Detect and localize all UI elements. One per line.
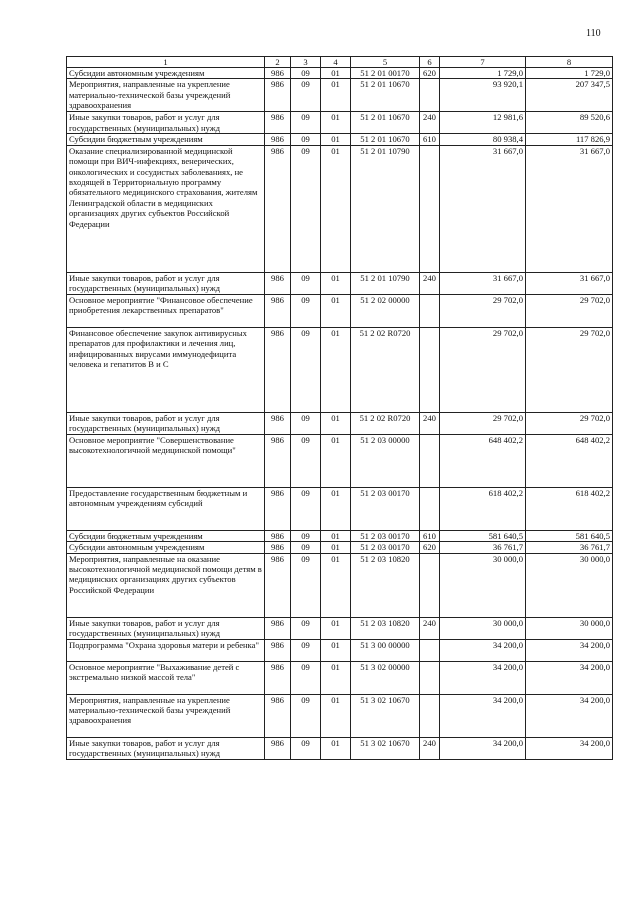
cell-c7: 12 981,6 [440, 112, 526, 134]
table-row [67, 542, 613, 553]
cell-c5: 51 2 02 00000 [351, 294, 420, 327]
cell-c5: 51 2 03 00000 [351, 434, 420, 487]
cell-c6 [420, 553, 440, 617]
row-description: Основное мероприятие "Выхаживание детей с экстремально низкой массой тела" [67, 661, 265, 694]
cell-c7: 29 702,0 [440, 327, 526, 412]
row-description: Мероприятия, направленные на укрепление материально-технической базы учреждений здравоохранения [67, 694, 265, 737]
cell-c6: 240 [420, 412, 440, 434]
cell-c8: 30 000,0 [526, 617, 613, 639]
cell-c3: 09 [291, 737, 321, 759]
row-description: Оказание специализированной медицинской помощи при ВИЧ-инфекциях, венерических, онкологических и сосудистых заболеваниях, не входящей в Территориальную программу обязательного медицинского страхования, жителям Ленинградской области в медицинских организациях других субъектов Российской Федерации [67, 145, 265, 272]
header-cell: 7 [440, 57, 526, 68]
cell-c6: 620 [420, 68, 440, 79]
table-row [67, 694, 613, 737]
cell-c5: 51 2 03 10820 [351, 617, 420, 639]
cell-c8: 34 200,0 [526, 661, 613, 694]
cell-c4: 01 [321, 272, 351, 294]
cell-c3: 09 [291, 661, 321, 694]
cell-c8: 34 200,0 [526, 694, 613, 737]
cell-c3: 09 [291, 530, 321, 541]
cell-c3: 09 [291, 79, 321, 112]
cell-c3: 09 [291, 542, 321, 553]
cell-c5: 51 2 01 10670 [351, 79, 420, 112]
cell-c2: 986 [265, 272, 291, 294]
cell-c6: 240 [420, 737, 440, 759]
cell-c7: 36 761,7 [440, 542, 526, 553]
header-cell: 8 [526, 57, 613, 68]
row-description: Субсидии бюджетным учреждениям [67, 530, 265, 541]
cell-c6 [420, 694, 440, 737]
cell-c5: 51 3 02 10670 [351, 737, 420, 759]
table-row [67, 68, 613, 79]
cell-c7: 34 200,0 [440, 639, 526, 661]
cell-c4: 01 [321, 530, 351, 541]
row-description: Иные закупки товаров, работ и услуг для государственных (муниципальных) нужд [67, 412, 265, 434]
cell-c2: 986 [265, 145, 291, 272]
table-row [67, 661, 613, 694]
cell-c7: 34 200,0 [440, 694, 526, 737]
cell-c4: 01 [321, 79, 351, 112]
cell-c7: 618 402,2 [440, 487, 526, 530]
cell-c2: 986 [265, 553, 291, 617]
cell-c7: 31 667,0 [440, 272, 526, 294]
cell-c4: 01 [321, 553, 351, 617]
table-row [67, 294, 613, 327]
table-row [67, 639, 613, 661]
cell-c3: 09 [291, 272, 321, 294]
cell-c2: 986 [265, 639, 291, 661]
row-description: Мероприятия, направленные на оказание высокотехнологичной медицинской помощи детям в медицинских организациях других субъектов Российской Федерации [67, 553, 265, 617]
cell-c8: 1 729,0 [526, 68, 613, 79]
cell-c8: 117 826,9 [526, 134, 613, 145]
cell-c7: 93 920,1 [440, 79, 526, 112]
cell-c8: 648 402,2 [526, 434, 613, 487]
cell-c4: 01 [321, 694, 351, 737]
cell-c6 [420, 327, 440, 412]
cell-c5: 51 3 00 00000 [351, 639, 420, 661]
cell-c4: 01 [321, 145, 351, 272]
cell-c5: 51 2 01 10670 [351, 134, 420, 145]
cell-c3: 09 [291, 134, 321, 145]
cell-c3: 09 [291, 294, 321, 327]
cell-c7: 29 702,0 [440, 412, 526, 434]
cell-c2: 986 [265, 530, 291, 541]
cell-c2: 986 [265, 79, 291, 112]
cell-c8: 581 640,5 [526, 530, 613, 541]
cell-c5: 51 3 02 00000 [351, 661, 420, 694]
cell-c3: 09 [291, 434, 321, 487]
table-row [67, 272, 613, 294]
cell-c5: 51 2 02 R0720 [351, 412, 420, 434]
table-row [67, 530, 613, 541]
table-row [67, 145, 613, 272]
cell-c6: 610 [420, 530, 440, 541]
cell-c3: 09 [291, 553, 321, 617]
cell-c2: 986 [265, 327, 291, 412]
cell-c7: 1 729,0 [440, 68, 526, 79]
header-cell: 3 [291, 57, 321, 68]
cell-c5: 51 2 03 10820 [351, 553, 420, 617]
cell-c4: 01 [321, 112, 351, 134]
row-description: Предоставление государственным бюджетным и автономным учреждениям субсидий [67, 487, 265, 530]
cell-c7: 648 402,2 [440, 434, 526, 487]
cell-c8: 30 000,0 [526, 553, 613, 617]
table-row [67, 327, 613, 412]
cell-c2: 986 [265, 294, 291, 327]
row-description: Иные закупки товаров, работ и услуг для государственных (муниципальных) нужд [67, 112, 265, 134]
table-row [67, 737, 613, 759]
cell-c4: 01 [321, 327, 351, 412]
cell-c8: 31 667,0 [526, 272, 613, 294]
cell-c2: 986 [265, 737, 291, 759]
cell-c3: 09 [291, 487, 321, 530]
cell-c3: 09 [291, 639, 321, 661]
header-cell: 2 [265, 57, 291, 68]
cell-c2: 986 [265, 412, 291, 434]
cell-c2: 986 [265, 112, 291, 134]
cell-c6 [420, 79, 440, 112]
header-cell: 1 [67, 57, 265, 68]
cell-c5: 51 2 03 00170 [351, 542, 420, 553]
header-cell: 4 [321, 57, 351, 68]
cell-c7: 34 200,0 [440, 661, 526, 694]
cell-c5: 51 2 01 10790 [351, 272, 420, 294]
cell-c4: 01 [321, 294, 351, 327]
cell-c3: 09 [291, 694, 321, 737]
cell-c4: 01 [321, 617, 351, 639]
cell-c5: 51 2 03 00170 [351, 530, 420, 541]
row-description: Иные закупки товаров, работ и услуг для государственных (муниципальных) нужд [67, 617, 265, 639]
row-description: Иные закупки товаров, работ и услуг для государственных (муниципальных) нужд [67, 737, 265, 759]
cell-c8: 29 702,0 [526, 327, 613, 412]
cell-c3: 09 [291, 617, 321, 639]
cell-c6: 240 [420, 112, 440, 134]
row-description: Основное мероприятие "Совершенствование высокотехнологичной медицинской помощи" [67, 434, 265, 487]
cell-c6: 240 [420, 617, 440, 639]
cell-c8: 36 761,7 [526, 542, 613, 553]
cell-c8: 618 402,2 [526, 487, 613, 530]
cell-c7: 30 000,0 [440, 553, 526, 617]
cell-c3: 09 [291, 68, 321, 79]
cell-c8: 207 347,5 [526, 79, 613, 112]
cell-c6 [420, 145, 440, 272]
cell-c4: 01 [321, 134, 351, 145]
cell-c8: 29 702,0 [526, 294, 613, 327]
cell-c7: 31 667,0 [440, 145, 526, 272]
cell-c3: 09 [291, 112, 321, 134]
row-description: Иные закупки товаров, работ и услуг для государственных (муниципальных) нужд [67, 272, 265, 294]
cell-c4: 01 [321, 412, 351, 434]
cell-c2: 986 [265, 487, 291, 530]
cell-c4: 01 [321, 487, 351, 530]
row-description: Субсидии автономным учреждениям [67, 68, 265, 79]
table-row [67, 553, 613, 617]
cell-c6 [420, 639, 440, 661]
row-description: Мероприятия, направленные на укрепление материально-технической базы учреждений здравоохранения [67, 79, 265, 112]
cell-c3: 09 [291, 412, 321, 434]
cell-c7: 30 000,0 [440, 617, 526, 639]
cell-c6: 610 [420, 134, 440, 145]
table-row [67, 434, 613, 487]
cell-c2: 986 [265, 694, 291, 737]
cell-c2: 986 [265, 68, 291, 79]
cell-c5: 51 2 01 10790 [351, 145, 420, 272]
table-row [67, 412, 613, 434]
cell-c2: 986 [265, 542, 291, 553]
cell-c2: 986 [265, 434, 291, 487]
cell-c7: 29 702,0 [440, 294, 526, 327]
cell-c4: 01 [321, 639, 351, 661]
cell-c6: 240 [420, 272, 440, 294]
cell-c5: 51 2 01 10670 [351, 112, 420, 134]
cell-c4: 01 [321, 68, 351, 79]
cell-c8: 31 667,0 [526, 145, 613, 272]
cell-c2: 986 [265, 661, 291, 694]
header-row [67, 57, 613, 68]
cell-c6 [420, 487, 440, 530]
cell-c8: 29 702,0 [526, 412, 613, 434]
cell-c7: 581 640,5 [440, 530, 526, 541]
row-description: Подпрограмма "Охрана здоровья матери и ребенка" [67, 639, 265, 661]
cell-c5: 51 2 02 R0720 [351, 327, 420, 412]
cell-c6 [420, 294, 440, 327]
table-row [67, 134, 613, 145]
row-description: Субсидии бюджетным учреждениям [67, 134, 265, 145]
cell-c4: 01 [321, 434, 351, 487]
table-row [67, 617, 613, 639]
budget-table [66, 56, 613, 760]
cell-c6 [420, 661, 440, 694]
cell-c7: 80 938,4 [440, 134, 526, 145]
cell-c3: 09 [291, 327, 321, 412]
header-cell: 5 [351, 57, 420, 68]
cell-c4: 01 [321, 542, 351, 553]
cell-c4: 01 [321, 737, 351, 759]
table-row [67, 487, 613, 530]
cell-c5: 51 2 03 00170 [351, 487, 420, 530]
cell-c8: 89 520,6 [526, 112, 613, 134]
cell-c2: 986 [265, 134, 291, 145]
cell-c8: 34 200,0 [526, 737, 613, 759]
cell-c2: 986 [265, 617, 291, 639]
cell-c7: 34 200,0 [440, 737, 526, 759]
cell-c5: 51 3 02 10670 [351, 694, 420, 737]
cell-c6: 620 [420, 542, 440, 553]
row-description: Финансовое обеспечение закупок антивирусных препаратов для профилактики и лечения лиц, инфицированных вирусами иммунодефицита человека и гепатитов В и С [67, 327, 265, 412]
row-description: Основное мероприятие "Финансовое обеспечение приобретения лекарственных препаратов" [67, 294, 265, 327]
cell-c6 [420, 434, 440, 487]
cell-c8: 34 200,0 [526, 639, 613, 661]
header-cell: 6 [420, 57, 440, 68]
cell-c4: 01 [321, 661, 351, 694]
row-description: Субсидии автономным учреждениям [67, 542, 265, 553]
cell-c5: 51 2 01 00170 [351, 68, 420, 79]
table-row [67, 79, 613, 112]
table-row [67, 112, 613, 134]
page-number: 110 [586, 28, 601, 39]
cell-c3: 09 [291, 145, 321, 272]
